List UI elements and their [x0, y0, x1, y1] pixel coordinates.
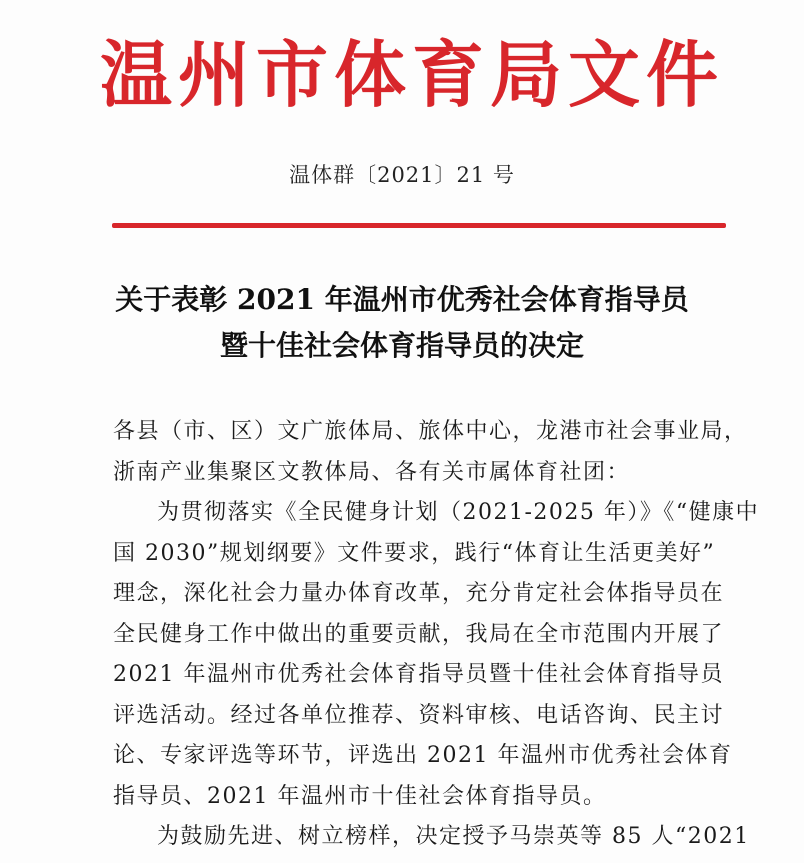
body-line: 论、专家评选等环节，评选出 2021 年温州市优秀社会体育	[113, 743, 733, 768]
body-line: 评选活动。经过各单位推荐、资料审核、电话咨询、民主讨	[113, 702, 725, 728]
document-number: 温体群〔2021〕21 号	[289, 163, 515, 187]
red-divider-line	[112, 223, 726, 228]
title-line-1: 关于表彰 2021 年温州市优秀社会体育指导员	[115, 283, 689, 316]
body-line: 国 2030”规划纲要》文件要求，践行“体育让生活更美好”	[113, 540, 716, 566]
body-line: 各县（市、区）文广旅体局、旅体中心，龙港市社会事业局，	[113, 419, 748, 444]
document-title	[0, 277, 804, 369]
body-line: 理念，深化社会力量办体育改革，充分肯定社会体指导员在	[113, 581, 725, 606]
body-line: 为贯彻落实《全民健身计划（2021-2025 年）》《“健康中	[157, 500, 760, 525]
body-line: 2021 年温州市优秀社会体育指导员暨十佳社会体育指导员	[113, 662, 724, 687]
title-line-2: 暨十佳社会体育指导员的决定	[219, 329, 584, 362]
masthead-title: 温州市体育局文件	[100, 33, 725, 117]
body-line: 全民健身工作中做出的重要贡献，我局在全市范围内开展了	[113, 621, 725, 647]
body-line: 指导员、2021 年温州市十佳社会体育指导员。	[113, 783, 607, 809]
document-body	[113, 412, 760, 858]
body-line: 浙南产业集聚区文教体局、各有关市属体育社团：	[113, 459, 631, 485]
body-line: 为鼓励先进、树立榜样，决定授予马崇英等 85 人“2021	[157, 824, 750, 849]
